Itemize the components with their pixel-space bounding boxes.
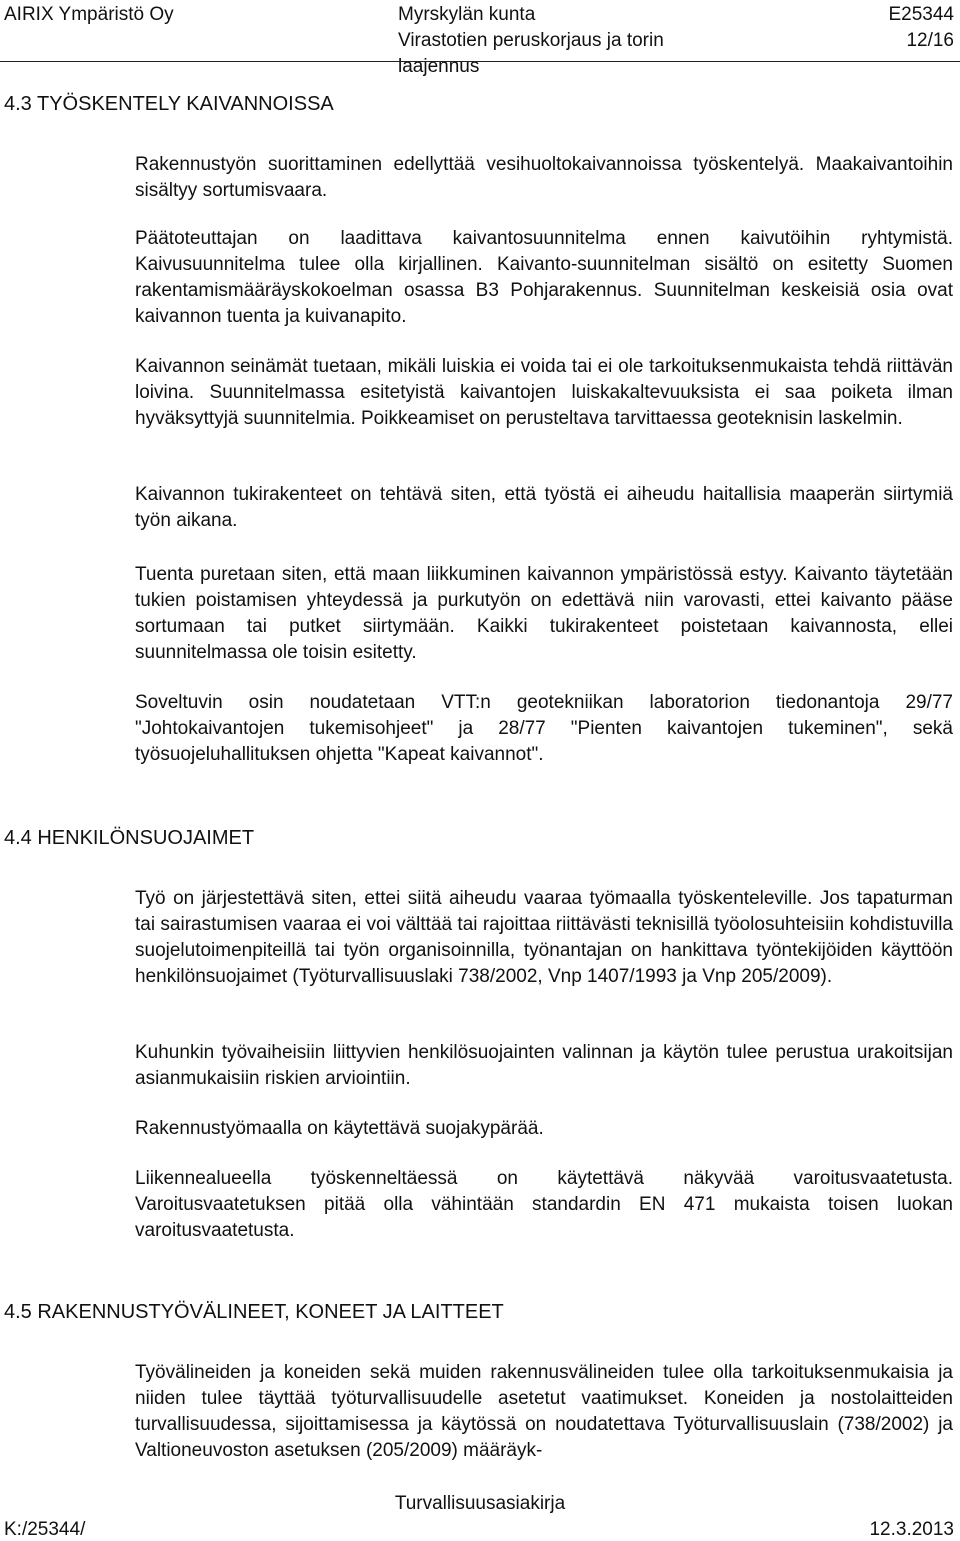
project-info — [398, 2, 698, 80]
file-path: K:/25344/ — [4, 1519, 86, 1540]
section-heading: 4.5 RAKENNUSTYÖVÄLINEET, KONEET JA LAITTEET — [4, 1301, 504, 1323]
header-divider — [0, 61, 960, 62]
section-heading: 4.4 HENKILÖNSUOJAIMET — [4, 827, 255, 849]
paragraph: Liikennealueella työskenneltäessä on käytettävä näkyvää varoitusvaatetusta. Varoitusvaatetuksen pitää olla vähintään standardin EN 471 mukaista toisen luokan varoitusvaatetusta. — [135, 1168, 953, 1241]
paragraph: Työvälineiden ja koneiden sekä muiden rakennusvälineiden tulee olla tarkoituksenmukaisia ja niiden tulee täyttää työturvallisuudelle asetetut vaatimukset. Koneiden ja nostolaitteiden turvallisuudessa, sijoittamisessa ja käytössä on noudatettava Työturvallisuuslain (738/2002) ja Valtioneuvoston asetuksen (205/2009) määräyk- — [135, 1362, 953, 1461]
paragraph: Kaivannon seinämät tuetaan, mikäli luiskia ei voida tai ei ole tarkoituksenmukaista tehdä riittävän loivina. Suunnitelmassa esitetyistä kaivantojen luiskakaltevuuksista ei saa poiketa ilman hyväksyttyjä suunnitelmia. Poikkeamiset on perusteltava tarvittaessa geoteknisin laskelmin. — [135, 356, 953, 429]
paragraph: Rakennustyömaalla on käytettävä suojakypärää. — [135, 1118, 544, 1139]
company-name: AIRIX Ympäristö Oy — [4, 4, 174, 25]
paragraph: Työ on järjestettävä siten, ettei siitä aiheudu vaaraa työmaalla työskenteleville. Jos tapaturman tai sairastumisen vaaraa ei voi välttää tai rajoittaa riittävästi teknisillä työolosuhteisiin kohdistuvilla suojelutoimenpiteillä tai työn organisoinnilla, työnantajan on hankittava työntekijöiden käyttöön henkilönsuojaimet (Työturvallisuuslaki 738/2002, Vnp 1407/1993 ja Vnp 205/2009). — [135, 888, 953, 987]
client-name: Myrskylän kunta — [398, 4, 536, 25]
project-name: Virastotien peruskorjaus ja torin laajennus — [398, 30, 664, 77]
paragraph: Rakennustyön suorittaminen edellyttää vesihuoltokaivannoissa työskentelyä. Maakaivantoihin sisältyy sortumisvaara. — [135, 154, 953, 201]
document-id: E25344 — [888, 4, 954, 25]
section-heading: 4.3 TYÖSKENTELY KAIVANNOISSA — [4, 93, 334, 115]
paragraph: Tuenta puretaan siten, että maan liikkuminen kaivannon ympäristössä estyy. Kaivanto täytetään tukien poistamisen yhteydessä ja purkutyön on edettävä niin varovasti, ettei kaivanto pääse sortumaan tai putket siirtymään. Kaikki tukirakenteet poistetaan kaivannosta, ellei suunnitelmassa ole toisin esitetty. — [135, 564, 953, 663]
paragraph: Soveltuvin osin noudatetaan VTT:n geotekniikan laboratorion tiedonantoja 29/77 "Johtokaivantojen tukemisohjeet" ja 28/77 "Pienten kaivantojen tukeminen", sekä työsuojeluhallituksen ohjetta "Kapeat kaivannot". — [135, 692, 953, 765]
paragraph: Kaivannon tukirakenteet on tehtävä siten, että työstä ei aiheudu haitallisia maaperän siirtymiä työn aikana. — [135, 484, 953, 531]
paragraph: Päätoteuttajan on laadittava kaivantosuunnitelma ennen kaivutöihin ryhtymistä. Kaivusuunnitelma tulee olla kirjallinen. Kaivanto-suunnitelman sisältö on esitetty Suomen rakentamismääräyskokoelman osassa B3 Pohjarakennus. Suunnitelman keskeisiä osia ovat kaivannon tuenta ja kuivanapito. — [135, 228, 953, 327]
page-number: 12/16 — [906, 30, 954, 51]
document-info — [888, 2, 954, 54]
page-header — [0, 2, 960, 77]
document-date: 12.3.2013 — [869, 1519, 954, 1540]
document-type: Turvallisuusasiakirja — [394, 1493, 566, 1514]
paragraph: Kuhunkin työvaiheisiin liittyvien henkilösuojainten valinnan ja käytön tulee perustua urakoitsijan asianmukaisiin riskien arviointiin. — [135, 1042, 953, 1089]
